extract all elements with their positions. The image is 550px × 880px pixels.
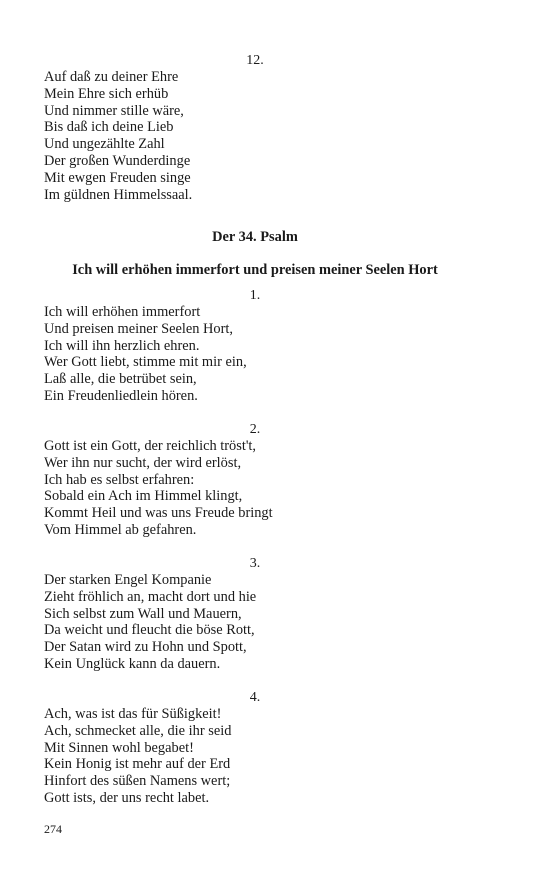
- stanza-4: [44, 689, 484, 807]
- verse-line: Ich hab es selbst erfahren:: [44, 471, 195, 488]
- verse-line: Ach, schmecket alle, die ihr seid: [44, 722, 232, 739]
- psalm-title: Der 34. Psalm: [212, 229, 298, 245]
- verse-line: Hinfort des süßen Namens wert;: [44, 773, 231, 790]
- verse-line: Gott ist ein Gott, der reichlich tröst't,: [44, 438, 257, 454]
- verse-line: Und nimmer stille wäre,: [44, 102, 184, 119]
- verse-line: Gott ists, der uns recht labet.: [44, 789, 210, 806]
- stanza-1: [44, 287, 484, 405]
- verse-line: Vom Himmel ab gefahren.: [44, 521, 197, 538]
- verse-line: Der Satan wird zu Hohn und Spott,: [44, 639, 247, 656]
- verse-line: Der starken Engel Kompanie: [44, 572, 212, 588]
- verse-line: Mit Sinnen wohl begabet!: [44, 739, 194, 756]
- verse-line: Auf daß zu deiner Ehre: [44, 69, 179, 85]
- verse-line: Kein Unglück kann da dauern.: [44, 655, 221, 672]
- stanza-number: 3.: [249, 556, 261, 571]
- verse-line: Ein Freudenliedlein hören.: [44, 387, 198, 404]
- verse-line: Kommt Heil und was uns Freude bringt: [44, 505, 273, 522]
- verse-line: Zieht fröhlich an, macht dort und hie: [44, 588, 257, 605]
- verse-line: Da weicht und fleucht die böse Rott,: [44, 622, 255, 639]
- verse-line: Sobald ein Ach im Himmel klingt,: [44, 488, 243, 505]
- verse-line: Und ungezählte Zahl: [44, 136, 165, 153]
- verse-line: Bis daß ich deine Lieb: [44, 119, 174, 136]
- psalm-subtitle: Ich will erhöhen immerfort und preisen meiner Seelen Hort: [72, 262, 438, 278]
- verse-line: Ach, was ist das für Süßigkeit!: [44, 706, 222, 722]
- verse-line: Mein Ehre sich erhüb: [44, 85, 169, 102]
- verse-line: Kein Honig ist mehr auf der Erd: [44, 756, 231, 773]
- verse-line: Der großen Wunderdinge: [44, 152, 191, 169]
- stanza-number: 1.: [249, 288, 261, 303]
- verse-line: Ich will ihn herzlich ehren.: [44, 337, 200, 354]
- verse-line: Und preisen meiner Seelen Hort,: [44, 320, 234, 337]
- stanza-number: 2.: [249, 422, 261, 437]
- verse-line: Laß alle, die betrübet sein,: [44, 371, 197, 388]
- verse-line: Wer ihn nur sucht, der wird erlöst,: [44, 454, 242, 471]
- verse-line: Sich selbst zum Wall und Mauern,: [44, 605, 242, 622]
- page-number: 274: [44, 822, 62, 836]
- stanza-12: [44, 52, 484, 203]
- stanza-number: 4.: [249, 690, 261, 705]
- verse-line: Ich will erhöhen immerfort: [44, 304, 201, 320]
- stanza-3: [44, 555, 484, 673]
- stanza-2: [44, 421, 484, 539]
- stanza-number: 12.: [246, 53, 264, 68]
- verse-line: Mit ewgen Freuden singe: [44, 169, 191, 186]
- verse-line: Wer Gott liebt, stimme mit mir ein,: [44, 354, 247, 371]
- verse-line: Im güldnen Himmelssaal.: [44, 186, 193, 203]
